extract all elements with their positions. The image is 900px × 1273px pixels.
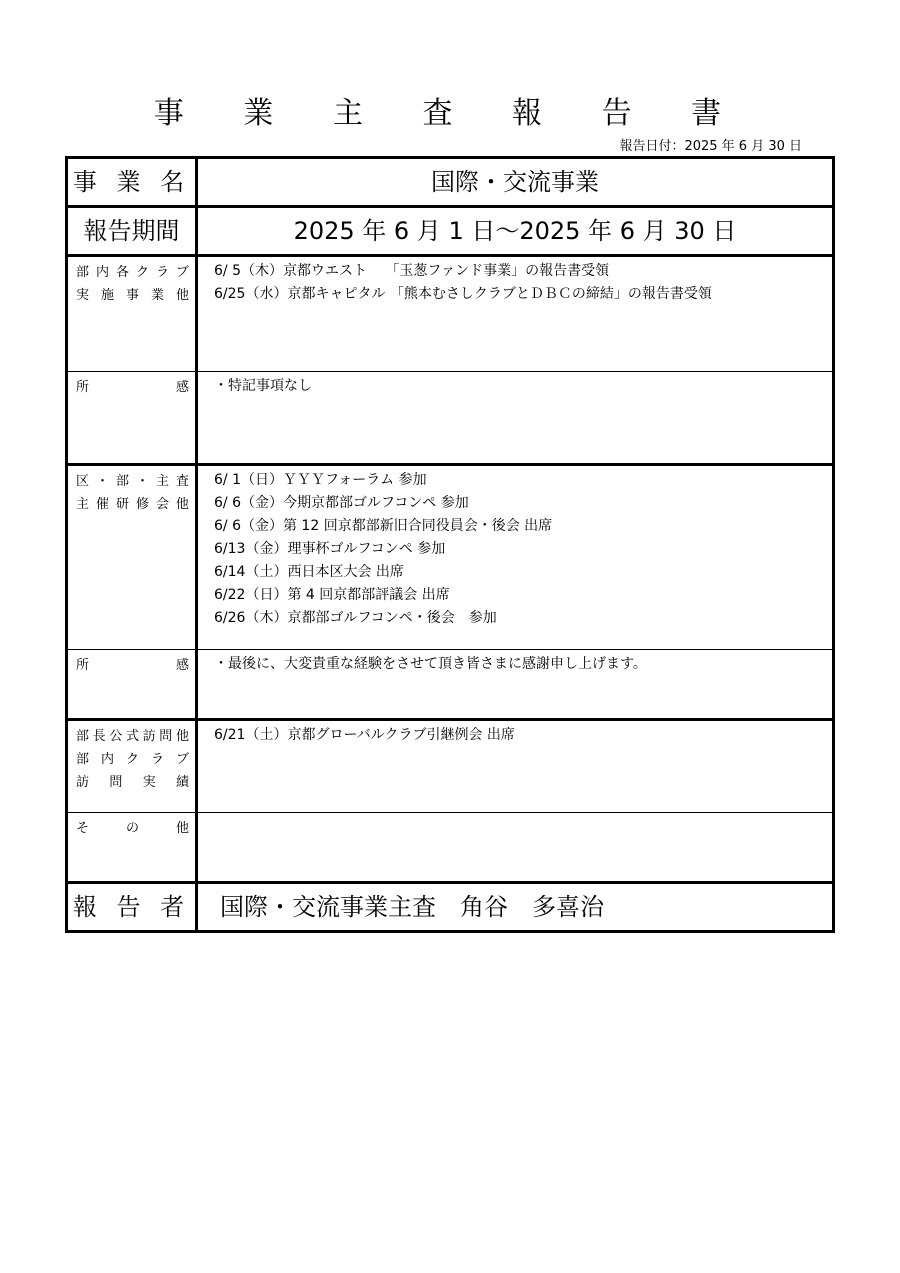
district-events-label-line2: 主 催 研 修 会 他 (76, 497, 189, 512)
district-events-label-line1: 区 ・ 部 ・ 主 査 (76, 474, 189, 489)
list-item: 6/21（土）京都グローバルクラブ引継例会 出席 (214, 727, 515, 743)
row-impression-2 (67, 650, 834, 720)
report-date: 報告日付：2025 年 6 月 30 日 (619, 139, 802, 154)
list-item: 6/25（水）京都キャピタル 「熊本むさしクラブとＤＢＣの締結」の報告書受領 (214, 286, 712, 302)
project-name-value: 国際・交流事業 (197, 158, 834, 207)
impression-2-label: 所 感 (67, 650, 197, 720)
list-item: 6/22（日）第 4 回京都部評議会 出席 (214, 587, 450, 603)
row-district-events (67, 465, 834, 650)
club-events-label (67, 256, 197, 372)
row-other (67, 813, 834, 883)
visits-label-line2: 部 内 ク ラ ブ (76, 752, 189, 767)
row-project-name (67, 158, 834, 207)
impression-1-label: 所 感 (67, 372, 197, 465)
reporter-label: 報 告 者 (67, 883, 197, 932)
list-item: 6/ 5（木）京都ウエスト 「玉葱ファンド事業」の報告書受領 (214, 263, 610, 279)
row-club-events (67, 256, 834, 372)
row-impression-1 (67, 372, 834, 465)
row-visits (67, 720, 834, 813)
other-label: そ の 他 (67, 813, 197, 883)
row-report-period (67, 207, 834, 256)
district-events-label (67, 465, 197, 650)
list-item: 6/ 6（金）第 12 回京都部新旧合同役員会・後会 出席 (214, 518, 553, 534)
report-period-value: 2025 年 6 月 1 日～2025 年 6 月 30 日 (197, 207, 834, 256)
list-item: 6/ 1（日）ＹＹＹフォーラム 参加 (214, 472, 427, 488)
visits-list (197, 720, 834, 813)
club-events-label-line2: 実 施 事 業 他 (76, 288, 189, 303)
visits-label (67, 720, 197, 813)
list-item: 6/ 6（金）今期京都部ゴルフコンペ 参加 (214, 495, 469, 511)
reporter-value: 国際・交流事業主査 角谷 多喜治 (197, 883, 834, 932)
impression-2-text: ・最後に、大変貴重な経験をさせて頂き皆さまに感謝申し上げます。 (197, 650, 834, 720)
project-name-label: 事 業 名 (67, 158, 197, 207)
report-table (65, 156, 835, 933)
row-reporter (67, 883, 834, 932)
district-events-list (197, 465, 834, 650)
visits-label-line1: 部 長 公 式 訪 問 他 (76, 729, 189, 744)
other-text (197, 813, 834, 883)
list-item: 6/13（金）理事杯ゴルフコンペ 参加 (214, 541, 446, 557)
document-title: 事 業 主 査 報 告 書 (153, 96, 747, 131)
visits-label-line3: 訪 問 実 績 (76, 775, 189, 790)
list-item: 6/26（木）京都部ゴルフコンペ・後会 参加 (214, 610, 497, 626)
club-events-label-line1: 部 内 各 ク ラ ブ (76, 265, 189, 280)
impression-1-text: ・特記事項なし (197, 372, 834, 465)
club-events-list (197, 256, 834, 372)
report-period-label: 報告期間 (67, 207, 197, 256)
list-item: 6/14（土）西日本区大会 出席 (214, 564, 404, 580)
